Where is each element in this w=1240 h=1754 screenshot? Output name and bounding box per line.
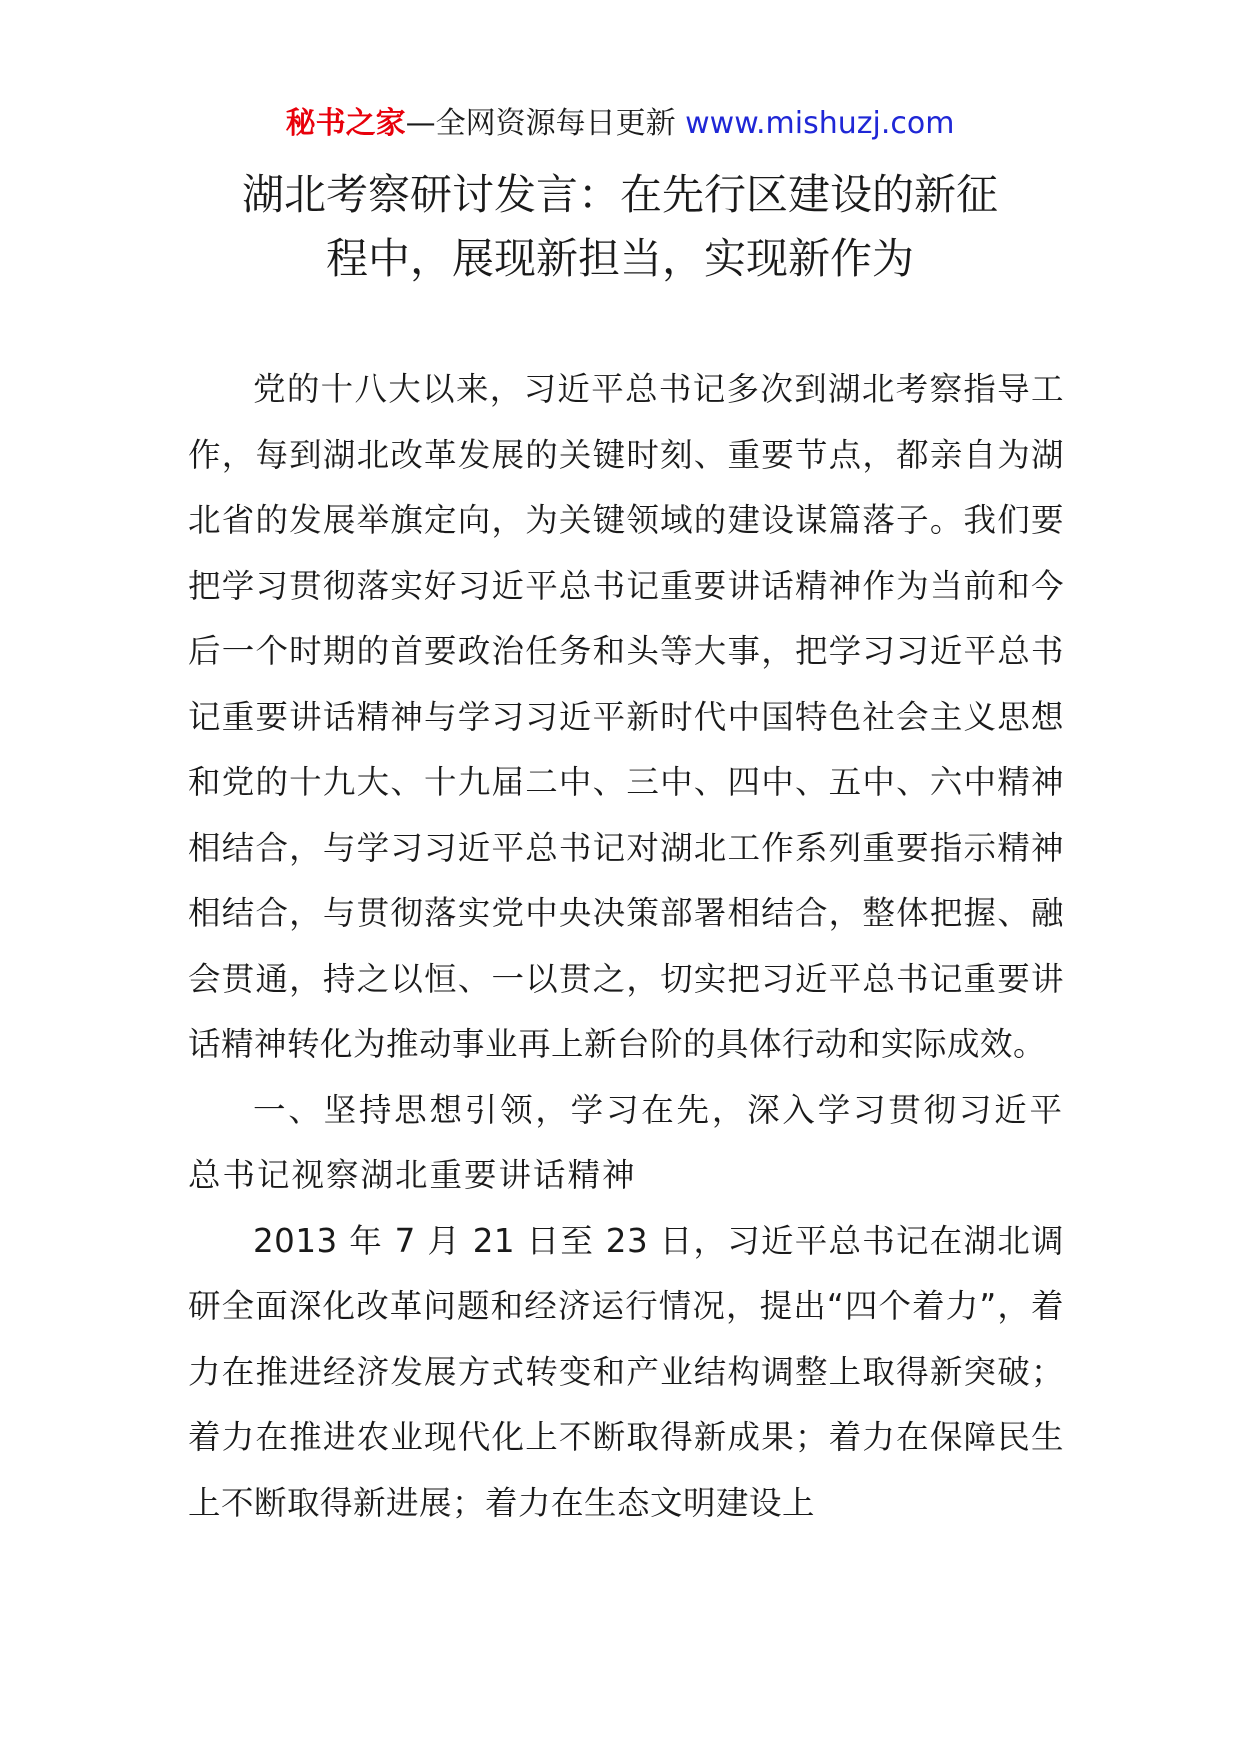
document-title [170, 163, 1070, 291]
title-line-1: 湖北考察研讨发言：在先行区建设的新征 [241, 170, 998, 219]
document-body [188, 357, 1064, 1536]
banner-brand: 秘书之家 [285, 106, 406, 141]
body-paragraph-1: 党的十八大以来，习近平总书记多次到湖北考察指导工作，每到湖北改革发展的关键时刻、重要节点，都亲自为湖北省的发展举旗定向，为关键领域的建设谋篇落子。我们要把学习贯彻落实好习近平总书记重要讲话精神作为当前和今后一个时期的首要政治任务和头等大事，把学习习近平总书记重要讲话精神与学习习近平新时代中国特色社会主义思想和党的十九大、十九届二中、三中、四中、五中、六中精神相结合，与学习习近平总书记对湖北工作系列重要指示精神相结合，与贯彻落实党中央决策部署相结合，整体把握、融会贯通，持之以恒、一以贯之，切实把习近平总书记重要讲话精神转化为推动事业再上新台阶的具体行动和实际成效。 [188, 370, 1064, 1063]
title-line-2: 程中，展现新担当，实现新作为 [325, 234, 914, 283]
body-paragraph-2: 2013 年 7 月 21 日至 23 日，习近平总书记在湖北调研全面深化改革问题和经济运行情况，提出“四个着力”，着力在推进经济发展方式转变和产业结构调整上取得新突破；着力在推进农业现代化上不断取得新成果；着力在保障民生上不断取得新进展；着力在生态文明建设上 [188, 1221, 1064, 1522]
banner-url-link[interactable]: www.mishuzj.com [685, 106, 955, 141]
site-banner [0, 102, 1240, 146]
section-heading-1: 一、坚持思想引领，学习在先，深入学习贯彻习近平总书记视察湖北重要讲话精神 [188, 1090, 1064, 1194]
banner-slogan: —全网资源每日更新 [405, 106, 686, 141]
